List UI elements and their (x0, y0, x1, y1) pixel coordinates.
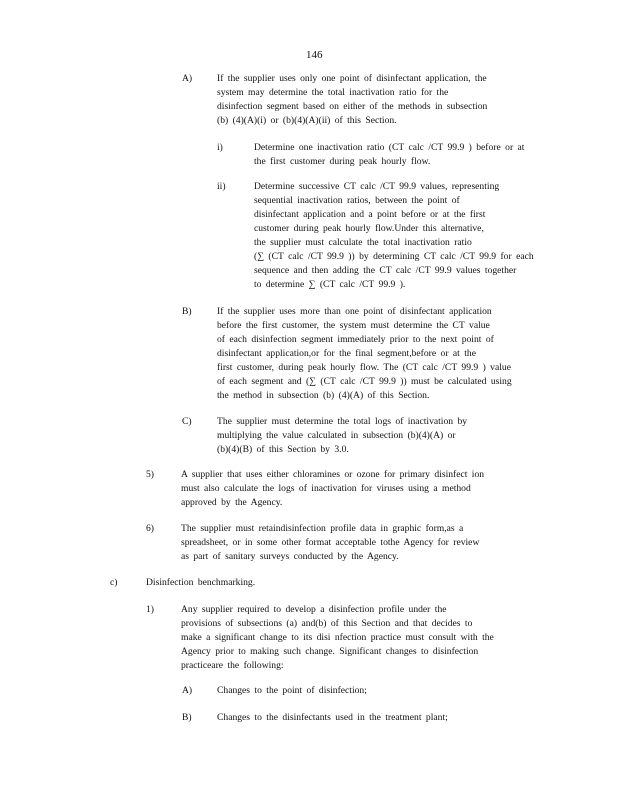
text-line: sequential inactivation ratios, between the point of (254, 195, 460, 206)
text-line: If the supplier uses only one point of disinfectant application, the (217, 73, 487, 84)
text-line: first customer, during peak hourly flow. The (CT calc /CT 99.9 ) value (217, 362, 511, 373)
page-number: 146 (306, 49, 323, 61)
text-line: Determine one inactivation ratio (CT calc /CT 99.9 ) before or at (254, 142, 525, 153)
text-line: Any supplier required to develop a disinfection profile under the (181, 604, 447, 615)
item-text (181, 603, 494, 673)
item-text (217, 684, 367, 698)
item-text (181, 468, 484, 510)
text-line: practiceare the following: (181, 660, 284, 671)
text-line: the first customer during peak hourly flow. (254, 156, 431, 167)
text-line: of each segment and (∑ (CT calc /CT 99.9 )) must be calculated using (217, 376, 512, 387)
text-line: (∑ (CT calc /CT 99.9 )) by determining CT calc /CT 99.9 for each (254, 251, 534, 262)
text-line: (b)(4)(B) of this Section by 3.0. (217, 444, 349, 455)
text-line: customer during peak hourly flow.Under this alternative, (254, 223, 484, 234)
item-label: A) (182, 73, 193, 84)
item-label: ii) (217, 181, 226, 192)
text-line: as part of sanitary surveys conducted by the Agency. (181, 551, 399, 562)
text-line: The supplier must retaindisinfection profile data in graphic form,as a (181, 523, 464, 534)
text-line: the method in subsection (b) (4)(A) of this Section. (217, 390, 430, 401)
text-line: Changes to the disinfectants used in the treatment plant; (217, 712, 448, 723)
item-text (254, 141, 524, 169)
item-label: C) (182, 416, 192, 427)
text-line: Determine successive CT calc /CT 99.9 values, representing (254, 181, 500, 192)
item-text (217, 72, 487, 128)
text-line: provisions of subsections (a) and(b) of this Section and that decides to (181, 618, 473, 629)
item-text (217, 711, 448, 725)
text-line: before the first customer, the system must determine the CT value (217, 320, 490, 331)
item-label: 1) (146, 604, 154, 615)
text-line: multiplying the value calculated in subsection (b)(4)(A) or (217, 430, 456, 441)
item-text (217, 305, 512, 403)
section-heading (146, 576, 255, 590)
text-line: sequence and then adding the CT calc /CT 99.9 values together (254, 265, 517, 276)
text-line: Agency prior to making such change. Significant changes to disinfection (181, 646, 479, 657)
text-line: disinfectant application,or for the final segment,before or at the (217, 348, 476, 359)
item-label: B) (182, 712, 192, 723)
item-label: A) (182, 685, 193, 696)
text-line: If the supplier uses more than one point of disinfectant application (217, 306, 492, 317)
text-line: make a significant change to its disi nfection practice must consult with the (181, 632, 494, 643)
text-line: A supplier that uses either chloramines or ozone for primary disinfect ion (181, 469, 485, 480)
text-line: Disinfection benchmarking. (146, 577, 256, 588)
item-label: 6) (146, 523, 154, 534)
item-text (181, 522, 479, 564)
text-line: of each disinfection segment immediately prior to the next point of (217, 334, 494, 345)
text-line: must also calculate the logs of inactivation for viruses using a method (181, 483, 471, 494)
text-line: the supplier must calculate the total inactivation ratio (254, 237, 472, 248)
text-line: disinfection segment based on either of the methods in subsection (217, 101, 488, 112)
text-line: disinfectant application and a point before or at the first (254, 209, 486, 220)
item-text (217, 415, 467, 457)
text-line: spreadsheet, or in some other format acceptable tothe Agency for review (181, 537, 480, 548)
item-text (254, 180, 534, 292)
item-label: B) (182, 306, 192, 317)
text-line: approved by the Agency. (181, 497, 283, 508)
text-line: to determine ∑ (CT calc /CT 99.9 ). (254, 279, 406, 290)
item-label: 5) (146, 469, 154, 480)
item-label: i) (217, 142, 223, 153)
text-line: Changes to the point of disinfection; (217, 685, 367, 696)
text-line: The supplier must determine the total logs of inactivation by (217, 416, 468, 427)
text-line: (b) (4)(A)(i) or (b)(4)(A)(ii) of this Section. (217, 115, 397, 126)
section-label: c) (110, 577, 118, 588)
text-line: system may determine the total inactivation ratio for the (217, 87, 449, 98)
